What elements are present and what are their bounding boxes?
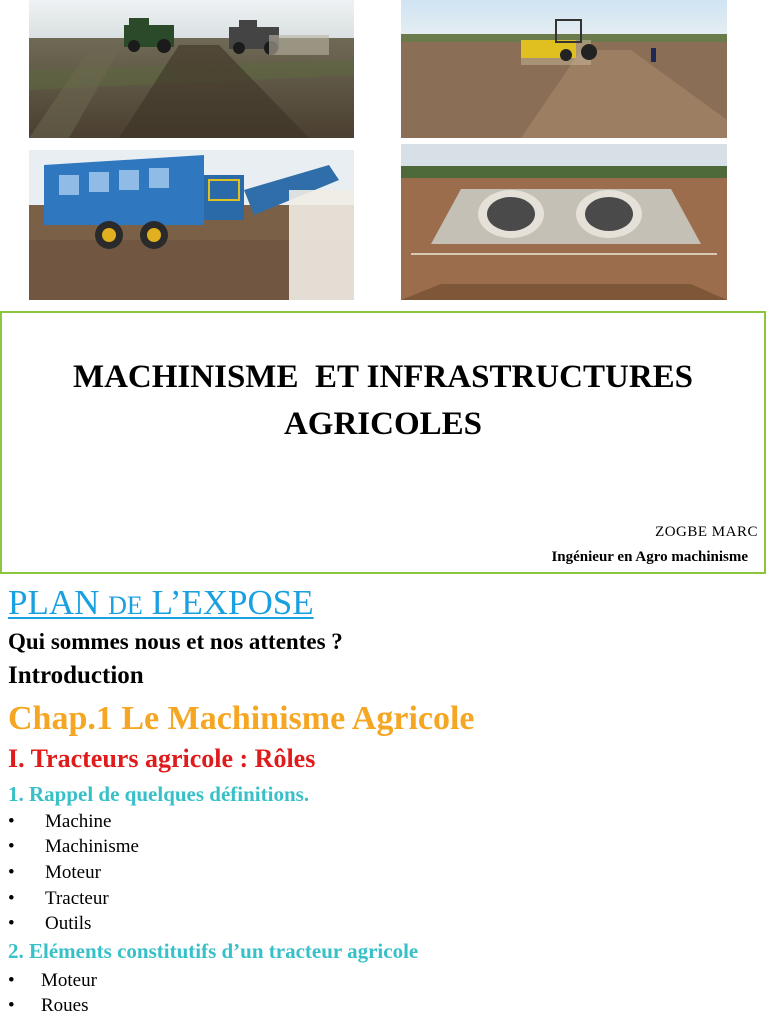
list-item-label: Machine	[45, 811, 112, 832]
culvert-image	[401, 144, 727, 300]
list-item-label: Machinisme	[45, 836, 139, 857]
list-item-label: Outils	[45, 913, 92, 934]
subsection-1-heading: 1. Rappel de quelques définitions.	[8, 782, 310, 806]
list-item-label: Tracteur	[45, 888, 109, 909]
bullet-icon: •	[8, 970, 15, 991]
document-title-line2: AGRICOLES	[283, 406, 483, 442]
plan-introduction: Introduction	[8, 662, 144, 689]
list-item-label: Roues	[41, 995, 89, 1016]
plan-question: Qui sommes nous et nos attentes ?	[8, 629, 343, 654]
bullet-icon: •	[8, 862, 15, 883]
section-heading: I. Tracteurs agricole : Rôles	[8, 744, 316, 773]
subsection-2-heading: 2. Eléments constitutifs d’un tracteur agricole	[8, 939, 419, 963]
bullet-icon: •	[8, 995, 15, 1016]
list-item-label: Moteur	[41, 970, 97, 991]
tractors-field-image	[29, 0, 354, 138]
bullet-icon: •	[8, 888, 15, 909]
plan-heading	[8, 583, 314, 623]
photo-land-leveler	[401, 0, 727, 138]
chapter-heading: Chap.1 Le Machinisme Agricole	[8, 700, 475, 737]
photo-tractors-field	[29, 0, 354, 138]
author-role: Ingénieur en Agro machinisme	[551, 549, 748, 565]
photo-harvester-trailer	[29, 150, 354, 300]
harvester-trailer-image	[29, 150, 354, 300]
list-item-label: Moteur	[45, 862, 101, 883]
plan-heading-part3: L’EXPOSE	[142, 583, 314, 622]
document-title-line1: MACHINISME ET INFRASTRUCTURES	[72, 359, 694, 395]
bullet-icon: •	[8, 913, 15, 934]
plan-heading-part2: DE	[108, 591, 143, 620]
land-leveler-image	[401, 0, 727, 138]
bullet-icon: •	[8, 836, 15, 857]
bullet-icon: •	[8, 811, 15, 832]
author-name: ZOGBE MARC	[655, 524, 758, 540]
photo-culvert	[401, 144, 727, 300]
plan-heading-part1: PLAN	[8, 583, 109, 622]
title-frame	[0, 311, 766, 574]
